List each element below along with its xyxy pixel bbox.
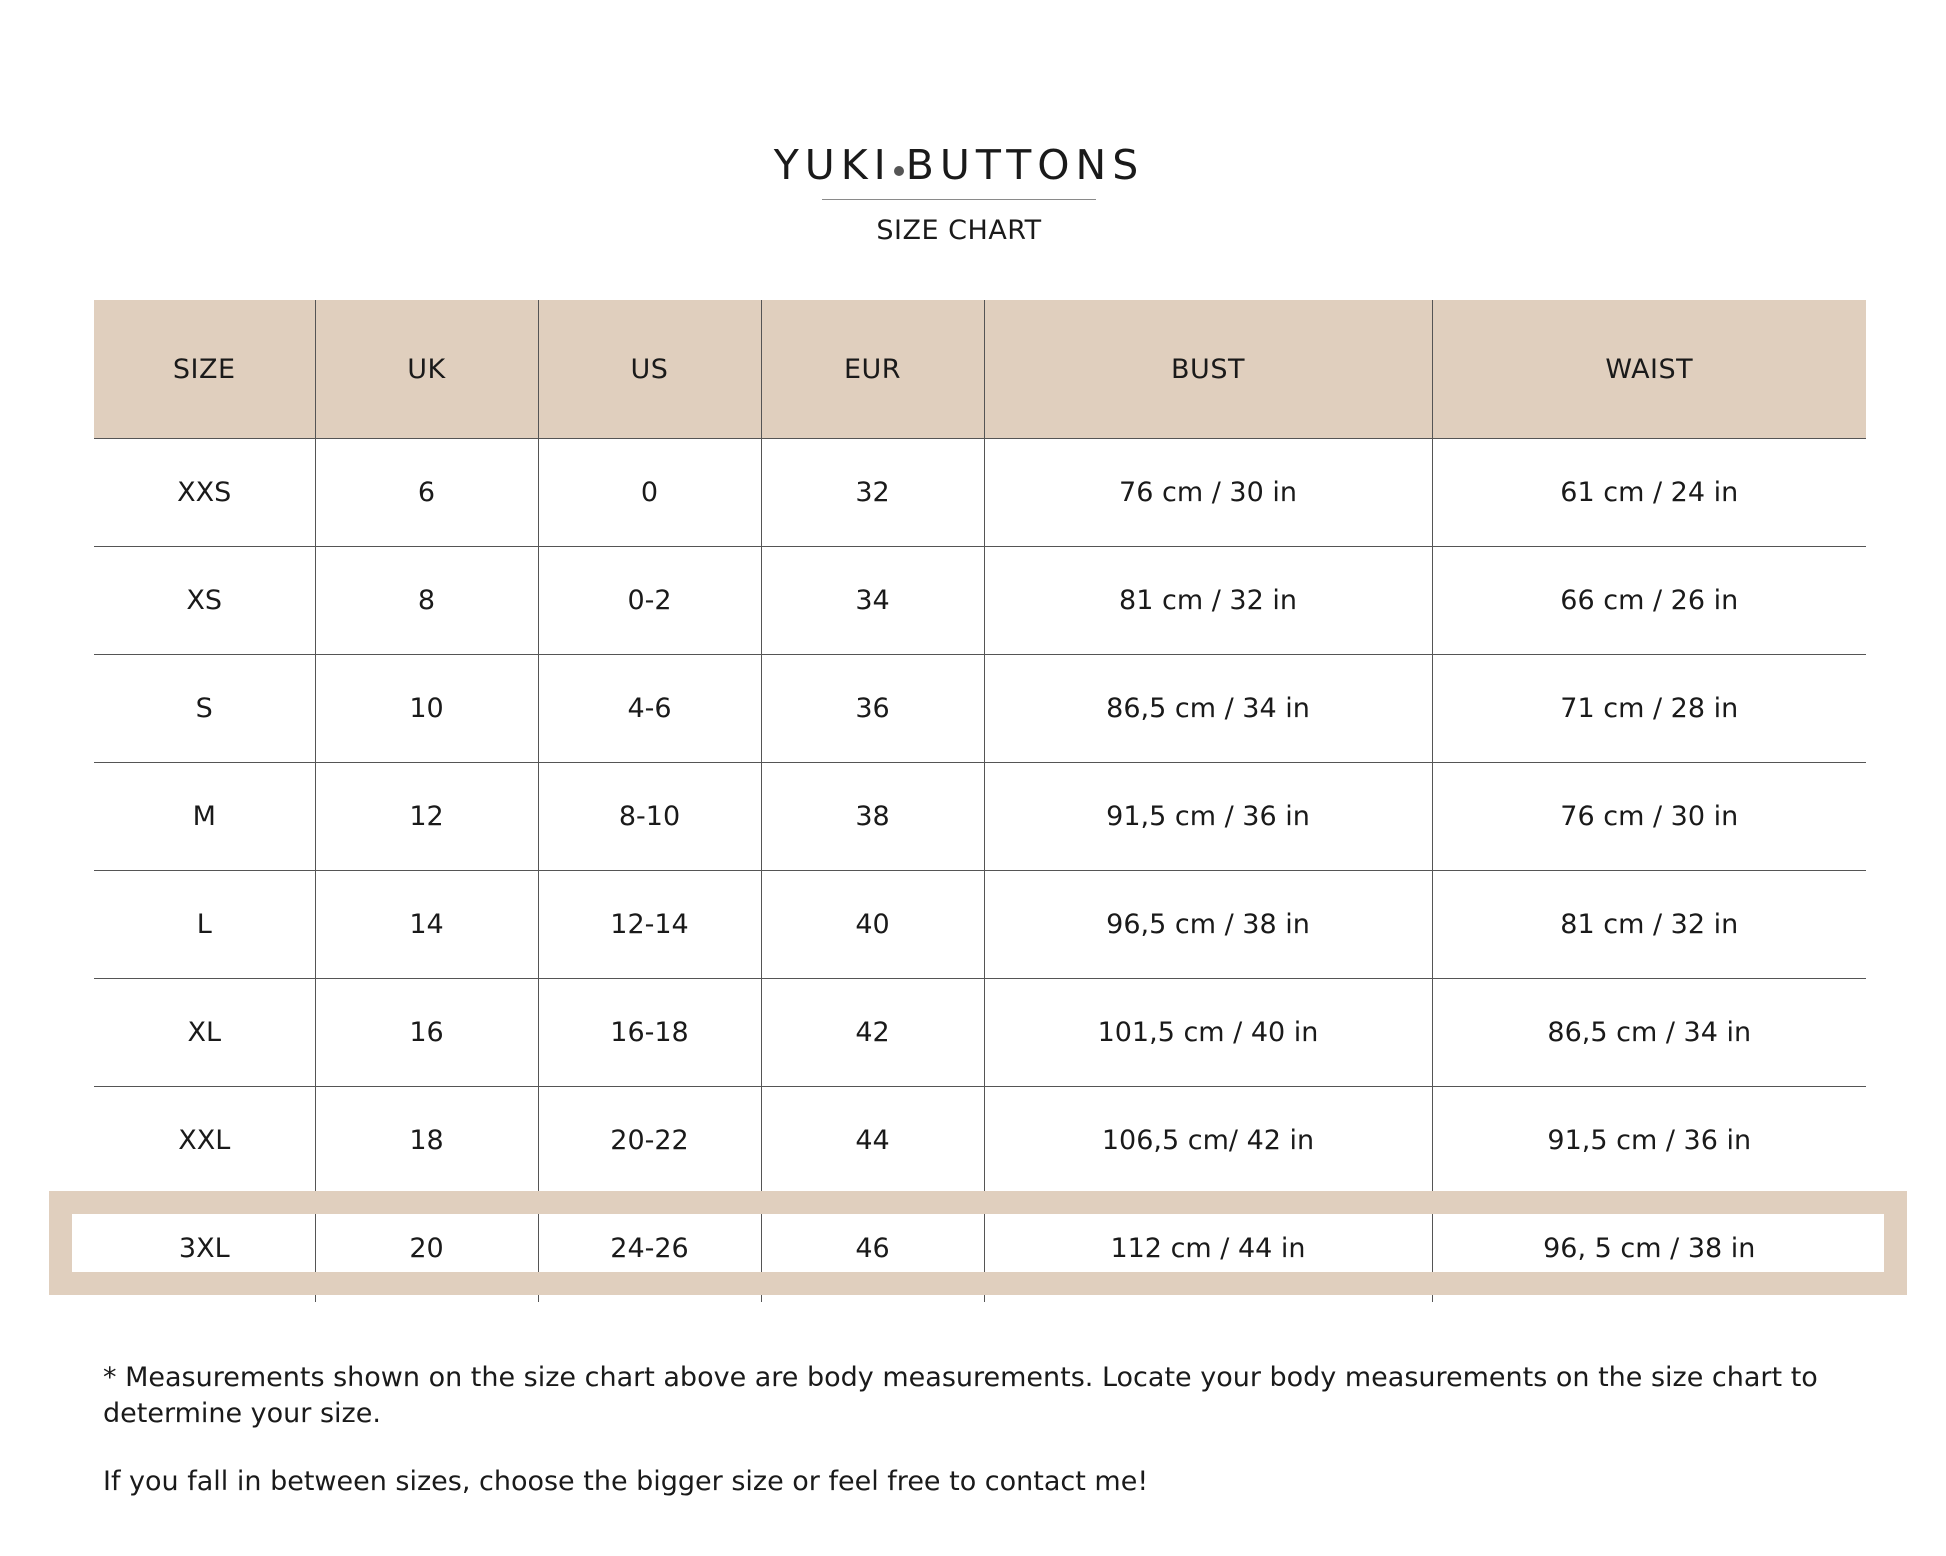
cell-us: 20-22 [538,1087,761,1195]
cell-size: XL [94,979,315,1087]
cell-size: L [94,871,315,979]
cell-size: M [94,763,315,871]
cell-bust: 106,5 cm/ 42 in [984,1087,1432,1195]
column-divider-tail [984,1295,985,1301]
brand-logo [0,140,1918,190]
column-divider-tail [1432,1295,1433,1301]
size-chart-table [94,300,1866,1302]
cell-eur: 42 [761,979,984,1087]
measurement-note: * Measurements shown on the size chart above are body measurements. Locate your body measurements on the size chart to determine your size. [103,1362,1818,1429]
cell-size: 3XL [94,1195,315,1303]
cell-waist: 71 cm / 28 in [1432,655,1866,763]
cell-uk: 16 [315,979,538,1087]
table-row [94,547,1866,655]
cell-us: 12-14 [538,871,761,979]
header-size: SIZE [94,300,315,439]
cell-waist: 76 cm / 30 in [1432,763,1866,871]
cell-bust: 91,5 cm / 36 in [984,763,1432,871]
cell-us: 0-2 [538,547,761,655]
brand-name-right: BUTTONS [905,141,1145,189]
cell-size: XXS [94,439,315,547]
cell-uk: 12 [315,763,538,871]
cell-eur: 34 [761,547,984,655]
cell-bust: 101,5 cm / 40 in [984,979,1432,1087]
cell-eur: 38 [761,763,984,871]
cell-waist: 86,5 cm / 34 in [1432,979,1866,1087]
table-row [94,1087,1866,1195]
cell-waist: 91,5 cm / 36 in [1432,1087,1866,1195]
header-uk: UK [315,300,538,439]
cell-uk: 10 [315,655,538,763]
table-row-highlighted [94,1195,1866,1303]
cell-size: XS [94,547,315,655]
cell-eur: 46 [761,1195,984,1303]
cell-us: 4-6 [538,655,761,763]
table-header-row [94,300,1866,439]
cell-uk: 14 [315,871,538,979]
cell-uk: 8 [315,547,538,655]
brand-dot-icon [894,166,904,176]
header-bust: BUST [984,300,1432,439]
cell-bust: 81 cm / 32 in [984,547,1432,655]
header-waist: WAIST [1432,300,1866,439]
cell-size: XXL [94,1087,315,1195]
cell-waist: 66 cm / 26 in [1432,547,1866,655]
cell-eur: 36 [761,655,984,763]
cell-waist: 96, 5 cm / 38 in [1543,1233,1756,1264]
page-subtitle: SIZE CHART [876,215,1042,246]
table-row [94,763,1866,871]
header-us: US [538,300,761,439]
cell-us: 24-26 [538,1195,761,1303]
table-row [94,979,1866,1087]
table-row [94,439,1866,547]
cell-bust: 86,5 cm / 34 in [984,655,1432,763]
contact-note: If you fall in between sizes, choose the bigger size or feel free to contact me! [103,1466,1149,1497]
table-row [94,655,1866,763]
cell-size: S [94,655,315,763]
cell-uk: 18 [315,1087,538,1195]
column-divider-tail [315,1295,316,1301]
size-notes [103,1360,1873,1500]
column-divider-tail [538,1295,539,1301]
cell-us: 0 [538,439,761,547]
cell-waist: 61 cm / 24 in [1432,439,1866,547]
brand-divider [822,199,1096,200]
cell-us: 16-18 [538,979,761,1087]
cell-bust: 96,5 cm / 38 in [984,871,1432,979]
cell-us: 8-10 [538,763,761,871]
cell-uk: 20 [315,1195,538,1303]
cell-uk: 6 [315,439,538,547]
header-eur: EUR [761,300,984,439]
cell-waist: 81 cm / 32 in [1432,871,1866,979]
table-row [94,871,1866,979]
cell-bust: 76 cm / 30 in [984,439,1432,547]
cell-eur: 40 [761,871,984,979]
brand-header [0,140,1918,248]
cell-bust: 112 cm / 44 in [984,1195,1432,1303]
cell-eur: 44 [761,1087,984,1195]
brand-name-left: YUKI [773,141,892,189]
cell-eur: 32 [761,439,984,547]
column-divider-tail [761,1295,762,1301]
